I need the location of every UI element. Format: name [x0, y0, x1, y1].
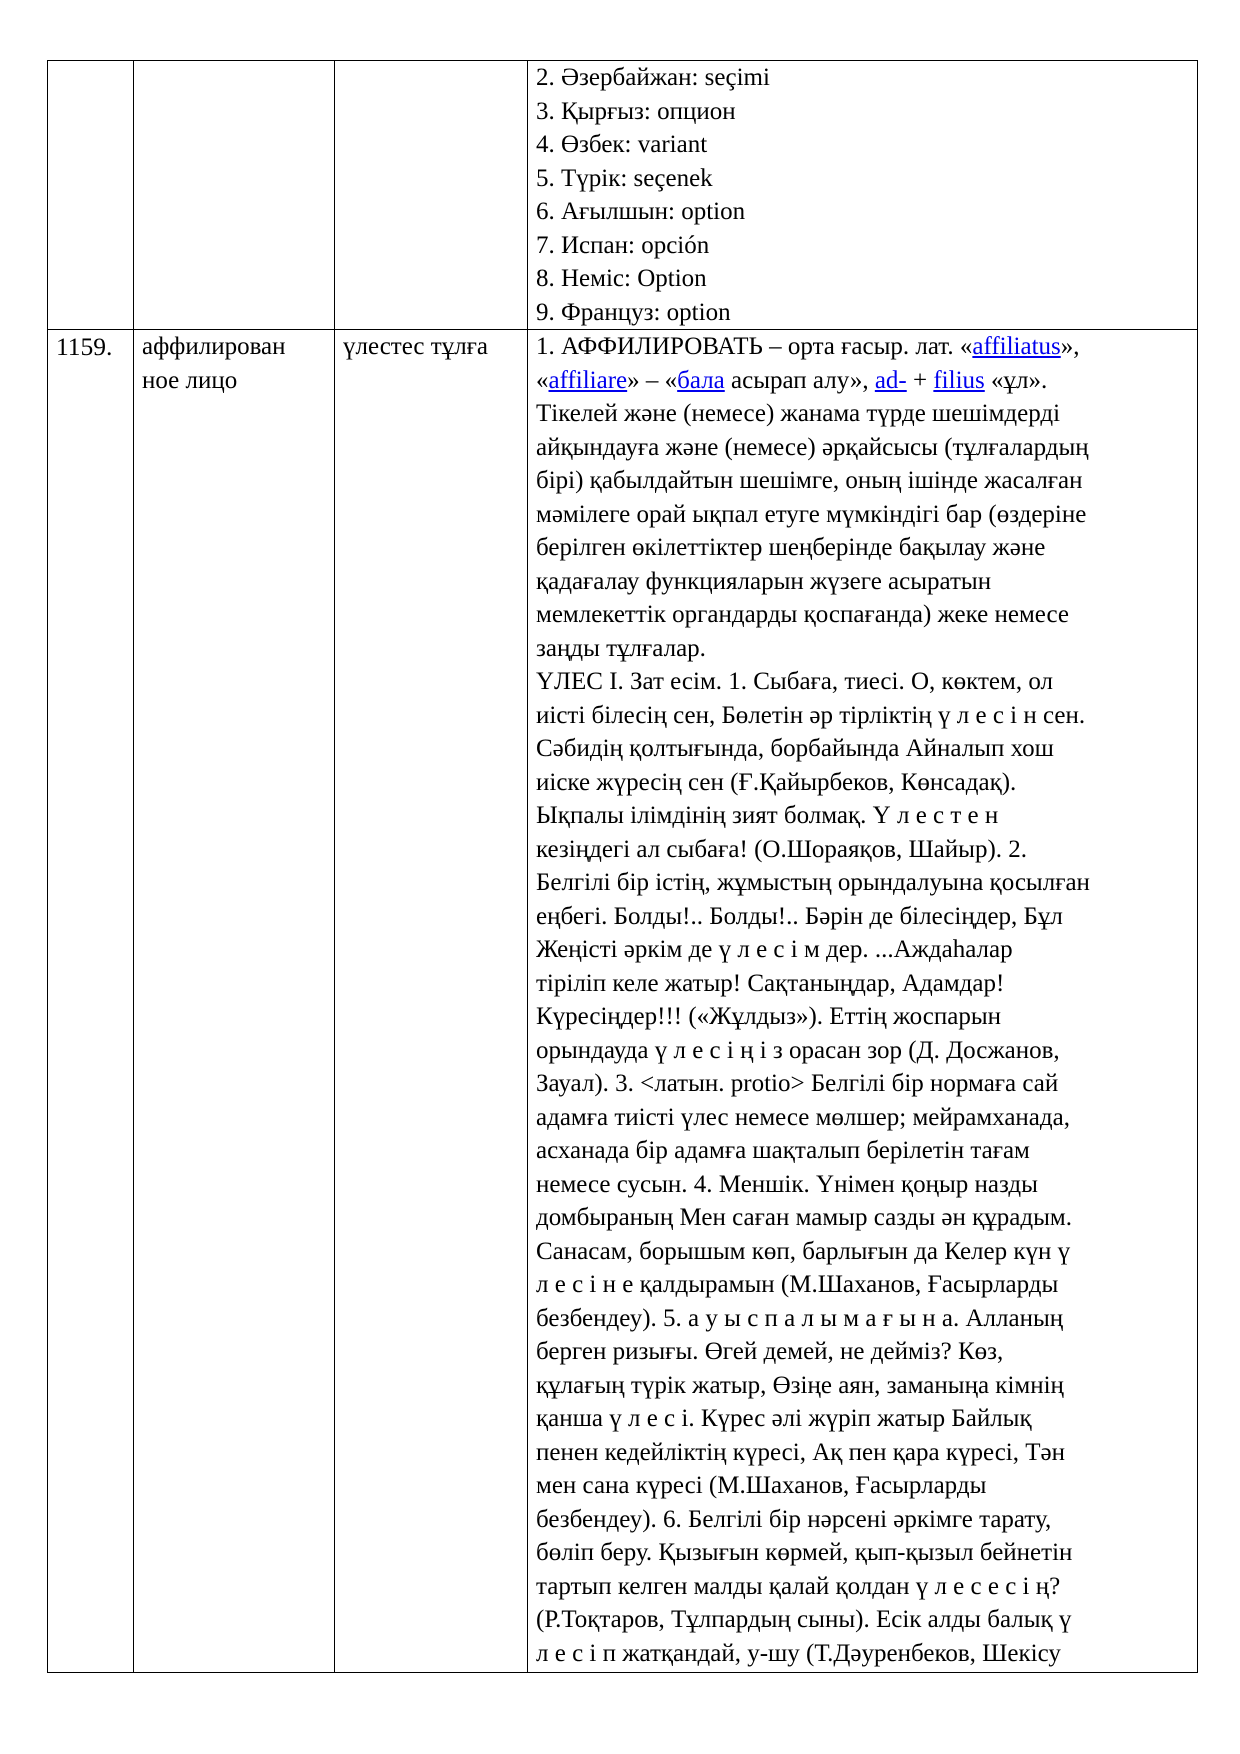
- russian-term-cell: [134, 330, 335, 1673]
- translation-line: 7. Испан: opción: [536, 231, 710, 259]
- translation-line: 8. Неміс: Option: [536, 265, 707, 292]
- definition-line: Сәбидің қолтығында, борбайында Айналып хош: [536, 735, 1054, 762]
- definition-line: Тікелей және (немесе) жанама түрде шешімдерді: [536, 400, 1061, 427]
- definition-line: иісті білесің сен, Бөлетін әр тірліктің ү л е с і н сен.: [536, 701, 1086, 729]
- russian-term-cell-empty: [134, 61, 335, 330]
- definition-line: бөліп беру. Қызығын көрмей, қып-қызыл бейнетін: [536, 1539, 1073, 1566]
- definition-line: асханада бір адамға шақталып берілетін тағам: [536, 1137, 1030, 1164]
- definition-line: тартып келген малды қалай қолдан ү л е с е с і ң?: [536, 1572, 1061, 1600]
- kazakh-term-cell: [335, 330, 528, 1673]
- definition-line: мемлекеттік органдарды қоспағанда) жеке немесе: [536, 601, 1069, 628]
- link-affiliare[interactable]: affiliare: [548, 366, 628, 394]
- definition-line: заңды тұлғалар.: [536, 634, 706, 662]
- definition-line: ҮЛЕС I. Зат есім. 1. Сыбаға, тиесі. О, көктем, ол: [536, 668, 1053, 695]
- link-ad[interactable]: ad-: [874, 366, 907, 394]
- kazakh-term: үлестес тұлға: [343, 333, 489, 360]
- definition-line: домбыраның Мен саған мамыр сазды ән құрадым.: [536, 1204, 1072, 1231]
- definition-line: Санасам, борышым көп, барлығын да Келер күн ү: [536, 1237, 1071, 1265]
- definition-line: мен сана күресі (М.Шаханов, Ғасырларды: [536, 1472, 987, 1499]
- number-cell-empty: [48, 61, 134, 330]
- definition-line: орындауда ү л е с і ң і з орасан зор (Д. Досжанов,: [536, 1036, 1060, 1064]
- table-row-1159: [48, 330, 1198, 1673]
- kazakh-term-cell-empty: [335, 61, 528, 330]
- definition-line: Ықпалы ілімдінің зият болмақ. Ү л е с т е н: [536, 802, 999, 829]
- definition-line: Зауал). 3. <латын. protio> Белгілі бір нормаға сай: [536, 1070, 1059, 1097]
- russian-term-line: ное лицо: [142, 366, 238, 394]
- translation-line: 4. Өзбек: variant: [536, 131, 708, 158]
- definition-cell: [528, 330, 1198, 1673]
- dictionary-table: [47, 60, 1198, 1673]
- translation-line: 9. Француз: option: [536, 298, 731, 326]
- translation-line: 5. Түрік: seçenek: [536, 164, 713, 192]
- definition-line: Күресіңдер!!! («Жұлдыз»). Еттің жоспарын: [536, 1003, 1001, 1030]
- definition-line: қадағалау функцияларын жүзеге асыратын: [536, 567, 992, 595]
- definition-line: немесе сусын. 4. Меншік. Үнімен қоңыр назды: [536, 1170, 1038, 1198]
- definition-line: құлағың түрік жатыр, Өзіңе аян, заманыңа кімнің: [536, 1371, 1064, 1399]
- etymology-line-2: «affiliare» – «бала асырап алу», ad- + filius «ұл».: [536, 366, 1048, 394]
- definition-line: кезіңдегі ал сыбаға! (О.Шораяқов, Шайыр). 2.: [536, 835, 1028, 863]
- russian-term-line: аффилирован: [142, 333, 286, 360]
- definition-line: адамға тиісті үлес немесе мөлшер; мейрамханада,: [536, 1103, 1070, 1131]
- link-affiliatus[interactable]: affiliatus: [972, 333, 1061, 360]
- entry-number: 1159.: [48, 330, 134, 1673]
- definition-line: Белгілі бір істің, жұмыстың орындалуына қосылған: [536, 869, 1090, 896]
- table-row-continuation: [48, 61, 1198, 330]
- etymology-line-1: 1. АФФИЛИРОВАТЬ – орта ғасыр. лат. «affiliatus»,: [536, 333, 1080, 360]
- definition-line: безбендеу). 5. а у ы с п а л ы м а ғ ы н а. Алланың: [536, 1304, 1064, 1332]
- definition-line: л е с і н е қалдырамын (М.Шаханов, Ғасырларды: [536, 1271, 1059, 1298]
- translation-line: 6. Ағылшын: option: [536, 198, 746, 225]
- definition-line: еңбегі. Болды!.. Болды!.. Бәрін де білесіңдер, Бұл: [536, 902, 1063, 930]
- definition-line: қанша ү л е с і. Күрес әлі жүріп жатыр Байлық: [536, 1405, 1032, 1432]
- link-filius[interactable]: filius: [933, 366, 985, 394]
- translations-cell: [528, 61, 1198, 330]
- definition-line: пенен кедейліктің күресі, Ақ пен қара күресі, Тән: [536, 1438, 1066, 1466]
- translation-line: 3. Қырғыз: опцион: [536, 97, 736, 125]
- link-bala[interactable]: бала: [677, 366, 725, 394]
- definition-line: мәмілеге орай ықпал етуге мүмкіндігі бар (өздеріне: [536, 500, 1087, 528]
- definition-line: берілген өкілеттіктер шеңберінде бақылау және: [536, 534, 1046, 561]
- definition-line: берген ризығы. Өгей демей, не дейміз? Көз,: [536, 1338, 1004, 1365]
- definition-line: тіріліп келе жатыр! Сақтаныңдар, Адамдар!: [536, 969, 1005, 997]
- definition-line: айқындауға және (немесе) әрқайсысы (тұлғалардың: [536, 433, 1089, 461]
- definition-line: бірі) қабылдайтын шешімге, оның ішінде жасалған: [536, 467, 1083, 494]
- definition-line: Жеңісті әркім де ү л е с і м дер. ...Аждаһалар: [536, 936, 1013, 963]
- definition-line: л е с і п жатқандай, у-шу (Т.Дәуренбеков, Шекісу: [536, 1639, 1061, 1667]
- definition-line: иіске жүресің сен (Ғ.Қайырбеков, Көнсадақ).: [536, 768, 1017, 796]
- definition-line: безбендеу). 6. Белгілі бір нәрсені әркімге тарату,: [536, 1505, 1052, 1533]
- translation-line: 2. Әзербайжан: seçimi: [536, 64, 770, 91]
- definition-line: (Р.Тоқтаров, Тұлпардың сыны). Есік алды балық ү: [536, 1606, 1072, 1633]
